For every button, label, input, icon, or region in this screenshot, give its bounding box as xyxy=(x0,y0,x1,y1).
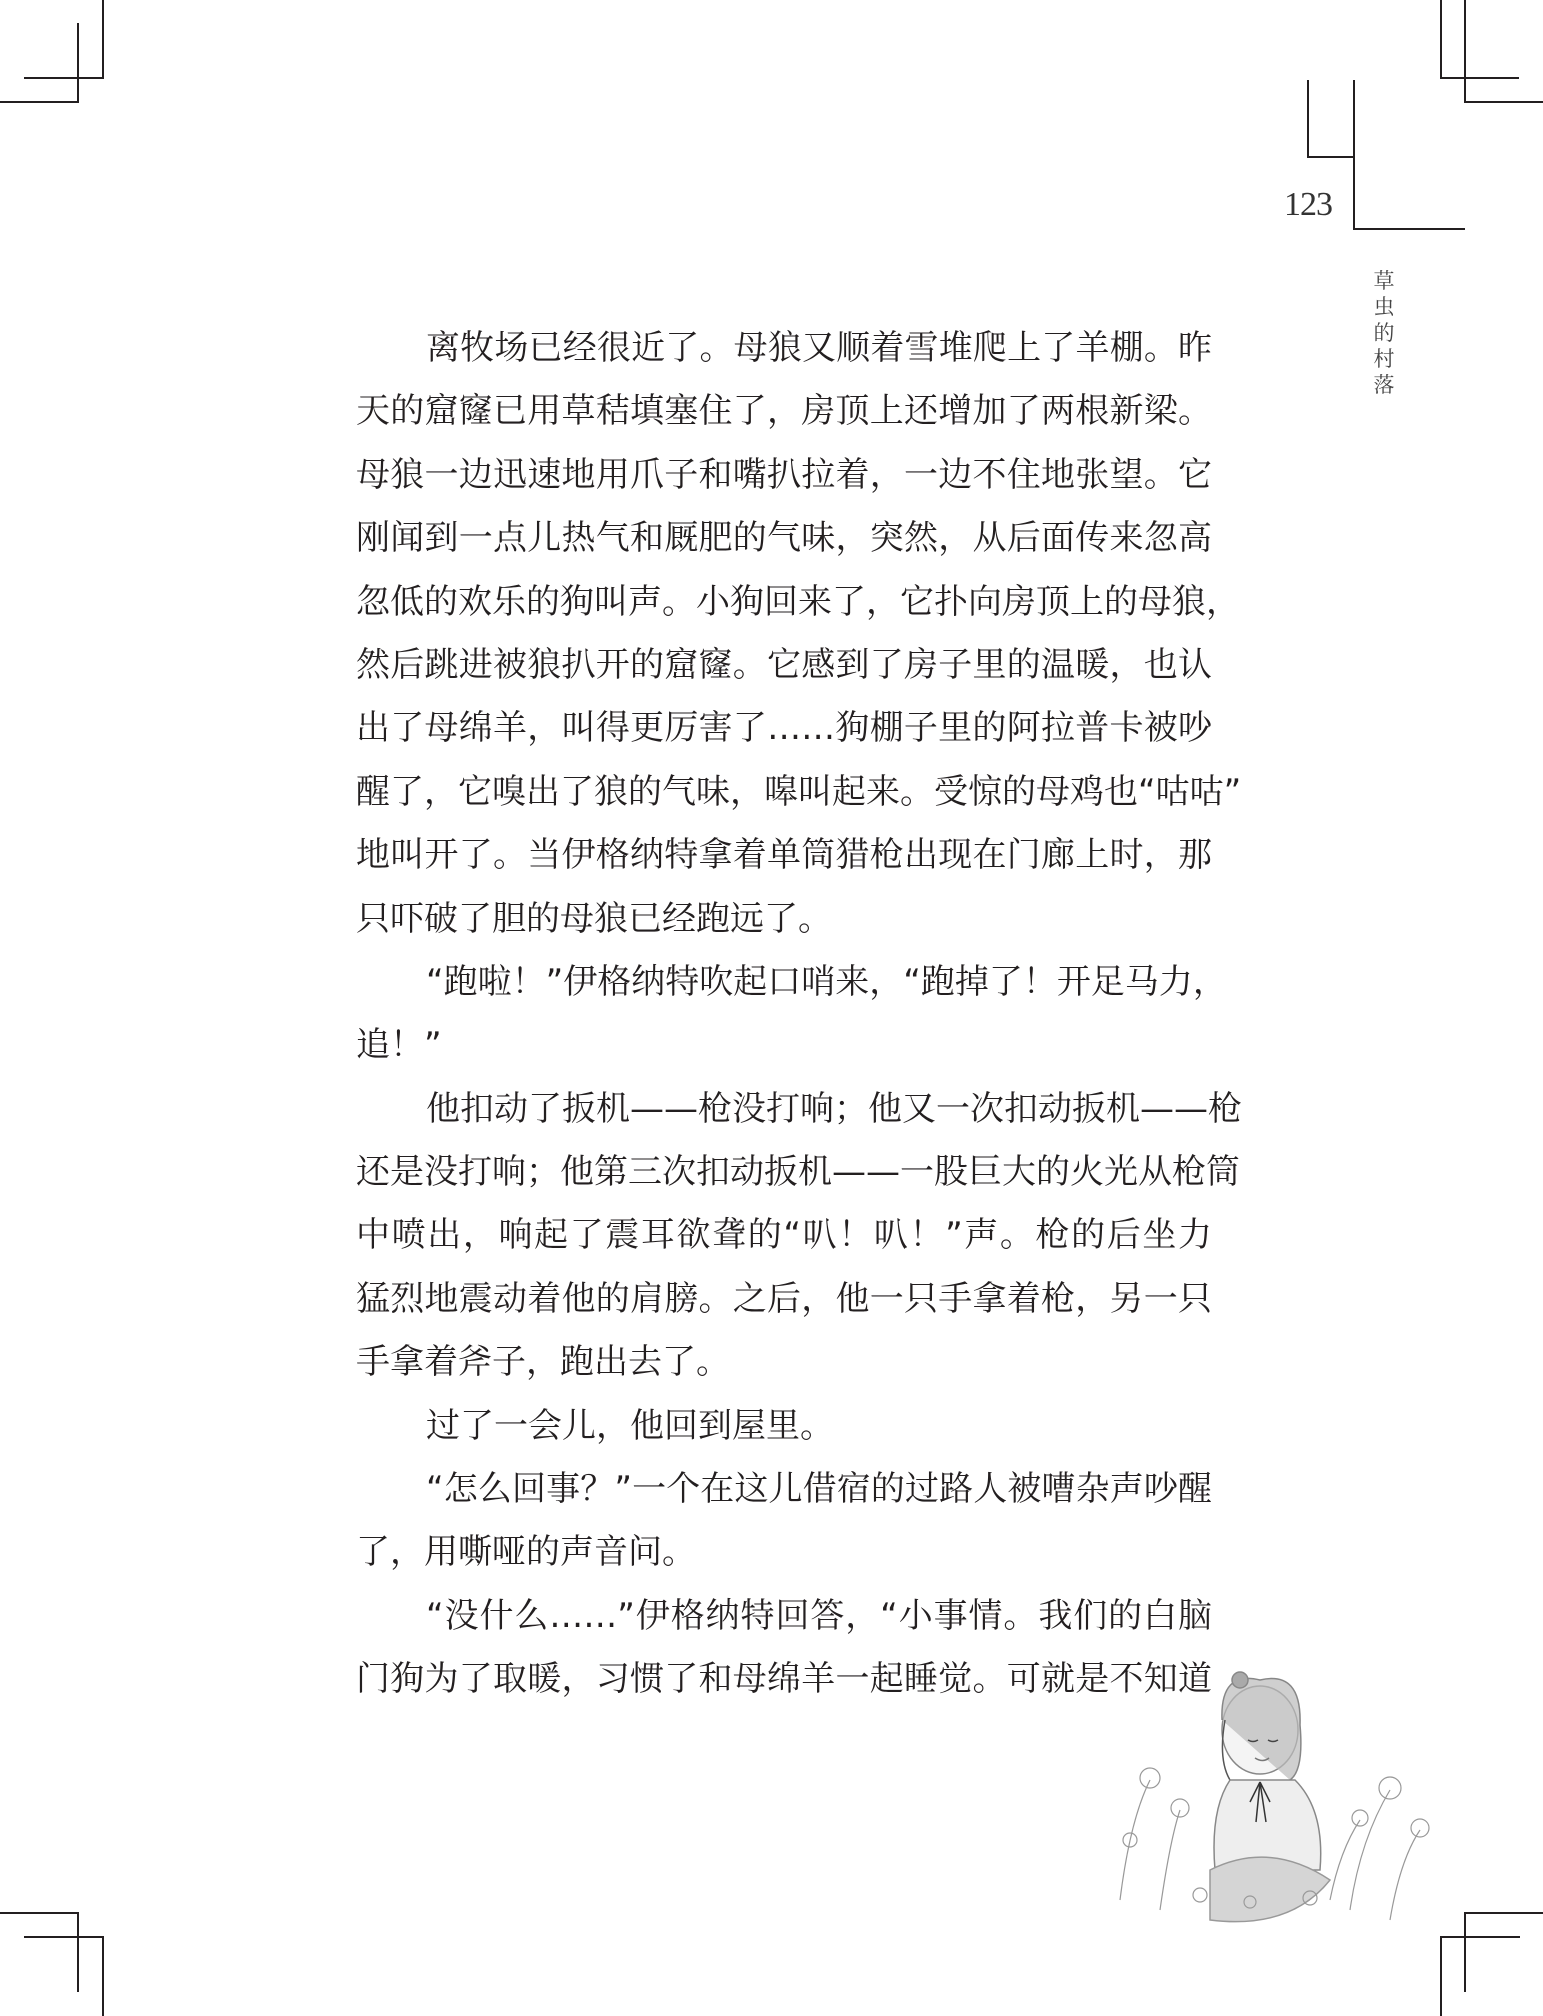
body-text xyxy=(356,326,1242,1721)
text-line: 醒了，它嗅出了狼的气味，嗥叫起来。受惊的母鸡也“咕咕” xyxy=(356,771,1242,812)
text-line: 猛烈地震动着他的肩膀。之后，他一只手拿着枪，另一只 xyxy=(356,1278,1212,1319)
text-line: “没什么……”伊格纳特回答，“小事情。我们的白脑 xyxy=(426,1595,1212,1636)
text-line: 他扣动了扳机——枪没打响；他又一次扣动扳机——枪 xyxy=(426,1088,1242,1129)
crop-mark xyxy=(1440,1936,1520,1938)
crop-mark xyxy=(1440,1936,1442,2016)
running-title-char: 落 xyxy=(1373,373,1395,397)
running-title xyxy=(1372,268,1396,398)
running-title-char: 草 xyxy=(1373,269,1395,293)
text-line: 母狼一边迅速地用爪子和嘴扒拉着，一边不住地张望。它 xyxy=(356,454,1212,495)
text-line: 地叫开了。当伊格纳特拿着单筒猎枪出现在门廊上时，那 xyxy=(356,835,1212,876)
text-line: 忽低的欢乐的狗叫声。小狗回来了，它扑向房顶上的母狼， xyxy=(356,581,1240,622)
header-rule xyxy=(1353,80,1355,230)
text-line: 门狗为了取暖，习惯了和母绵羊一起睡觉。可就是不知道 xyxy=(356,1659,1212,1700)
crop-mark xyxy=(0,1912,79,1914)
text-line: 只吓破了胆的母狼已经跑远了。 xyxy=(356,898,832,939)
crop-mark xyxy=(1440,77,1519,79)
text-line: 过了一会儿，他回到屋里。 xyxy=(426,1405,834,1446)
header-rule xyxy=(1307,80,1309,158)
header-rule xyxy=(1353,228,1465,230)
text-line: 离牧场已经很近了。母狼又顺着雪堆爬上了羊棚。昨 xyxy=(426,328,1212,368)
text-line: 出了母绵羊，叫得更厉害了……狗棚子里的阿拉普卡被吵 xyxy=(356,708,1212,749)
crop-mark xyxy=(102,0,104,79)
header-rule xyxy=(1307,156,1355,158)
text-line: 了，用嘶哑的声音问。 xyxy=(356,1532,696,1573)
text-line: 还是没打响；他第三次扣动扳机——一股巨大的火光从枪筒 xyxy=(356,1152,1240,1193)
text-line: 然后跳进被狼扒开的窟窿。它感到了房子里的温暖，也认 xyxy=(356,644,1212,685)
girl-illustration xyxy=(1090,1640,1450,1940)
crop-mark xyxy=(1464,1912,1543,1914)
text-line: “怎么回事？”一个在这儿借宿的过路人被嘈杂声吵醒 xyxy=(426,1469,1212,1510)
crop-mark xyxy=(1464,0,1466,103)
crop-mark xyxy=(0,101,79,103)
running-title-char: 村 xyxy=(1373,347,1395,371)
crop-mark xyxy=(1464,1912,1466,1992)
text-line: 天的窟窿已用草秸填塞住了，房顶上还增加了两根新梁。 xyxy=(356,391,1212,432)
page-number: 123 xyxy=(1284,186,1332,223)
text-line: “跑啦！”伊格纳特吹起口哨来，“跑掉了！开足马力， xyxy=(426,961,1227,1002)
crop-mark xyxy=(1464,101,1543,103)
text-line: 中喷出，响起了震耳欲聋的“叭！叭！”声。枪的后坐力 xyxy=(356,1215,1212,1256)
crop-mark xyxy=(1440,0,1442,79)
text-line: 追！” xyxy=(356,1025,442,1066)
running-title-char: 的 xyxy=(1373,321,1395,345)
running-title-char: 虫 xyxy=(1373,295,1395,319)
text-line: 刚闻到一点儿热气和厩肥的气味，突然，从后面传来忽高 xyxy=(356,518,1212,559)
crop-mark xyxy=(24,1936,104,1938)
crop-mark xyxy=(24,77,104,79)
text-line: 手拿着斧子，跑出去了。 xyxy=(356,1342,730,1383)
crop-mark xyxy=(77,1912,79,1992)
crop-mark xyxy=(102,1936,104,2016)
crop-mark xyxy=(77,23,79,103)
